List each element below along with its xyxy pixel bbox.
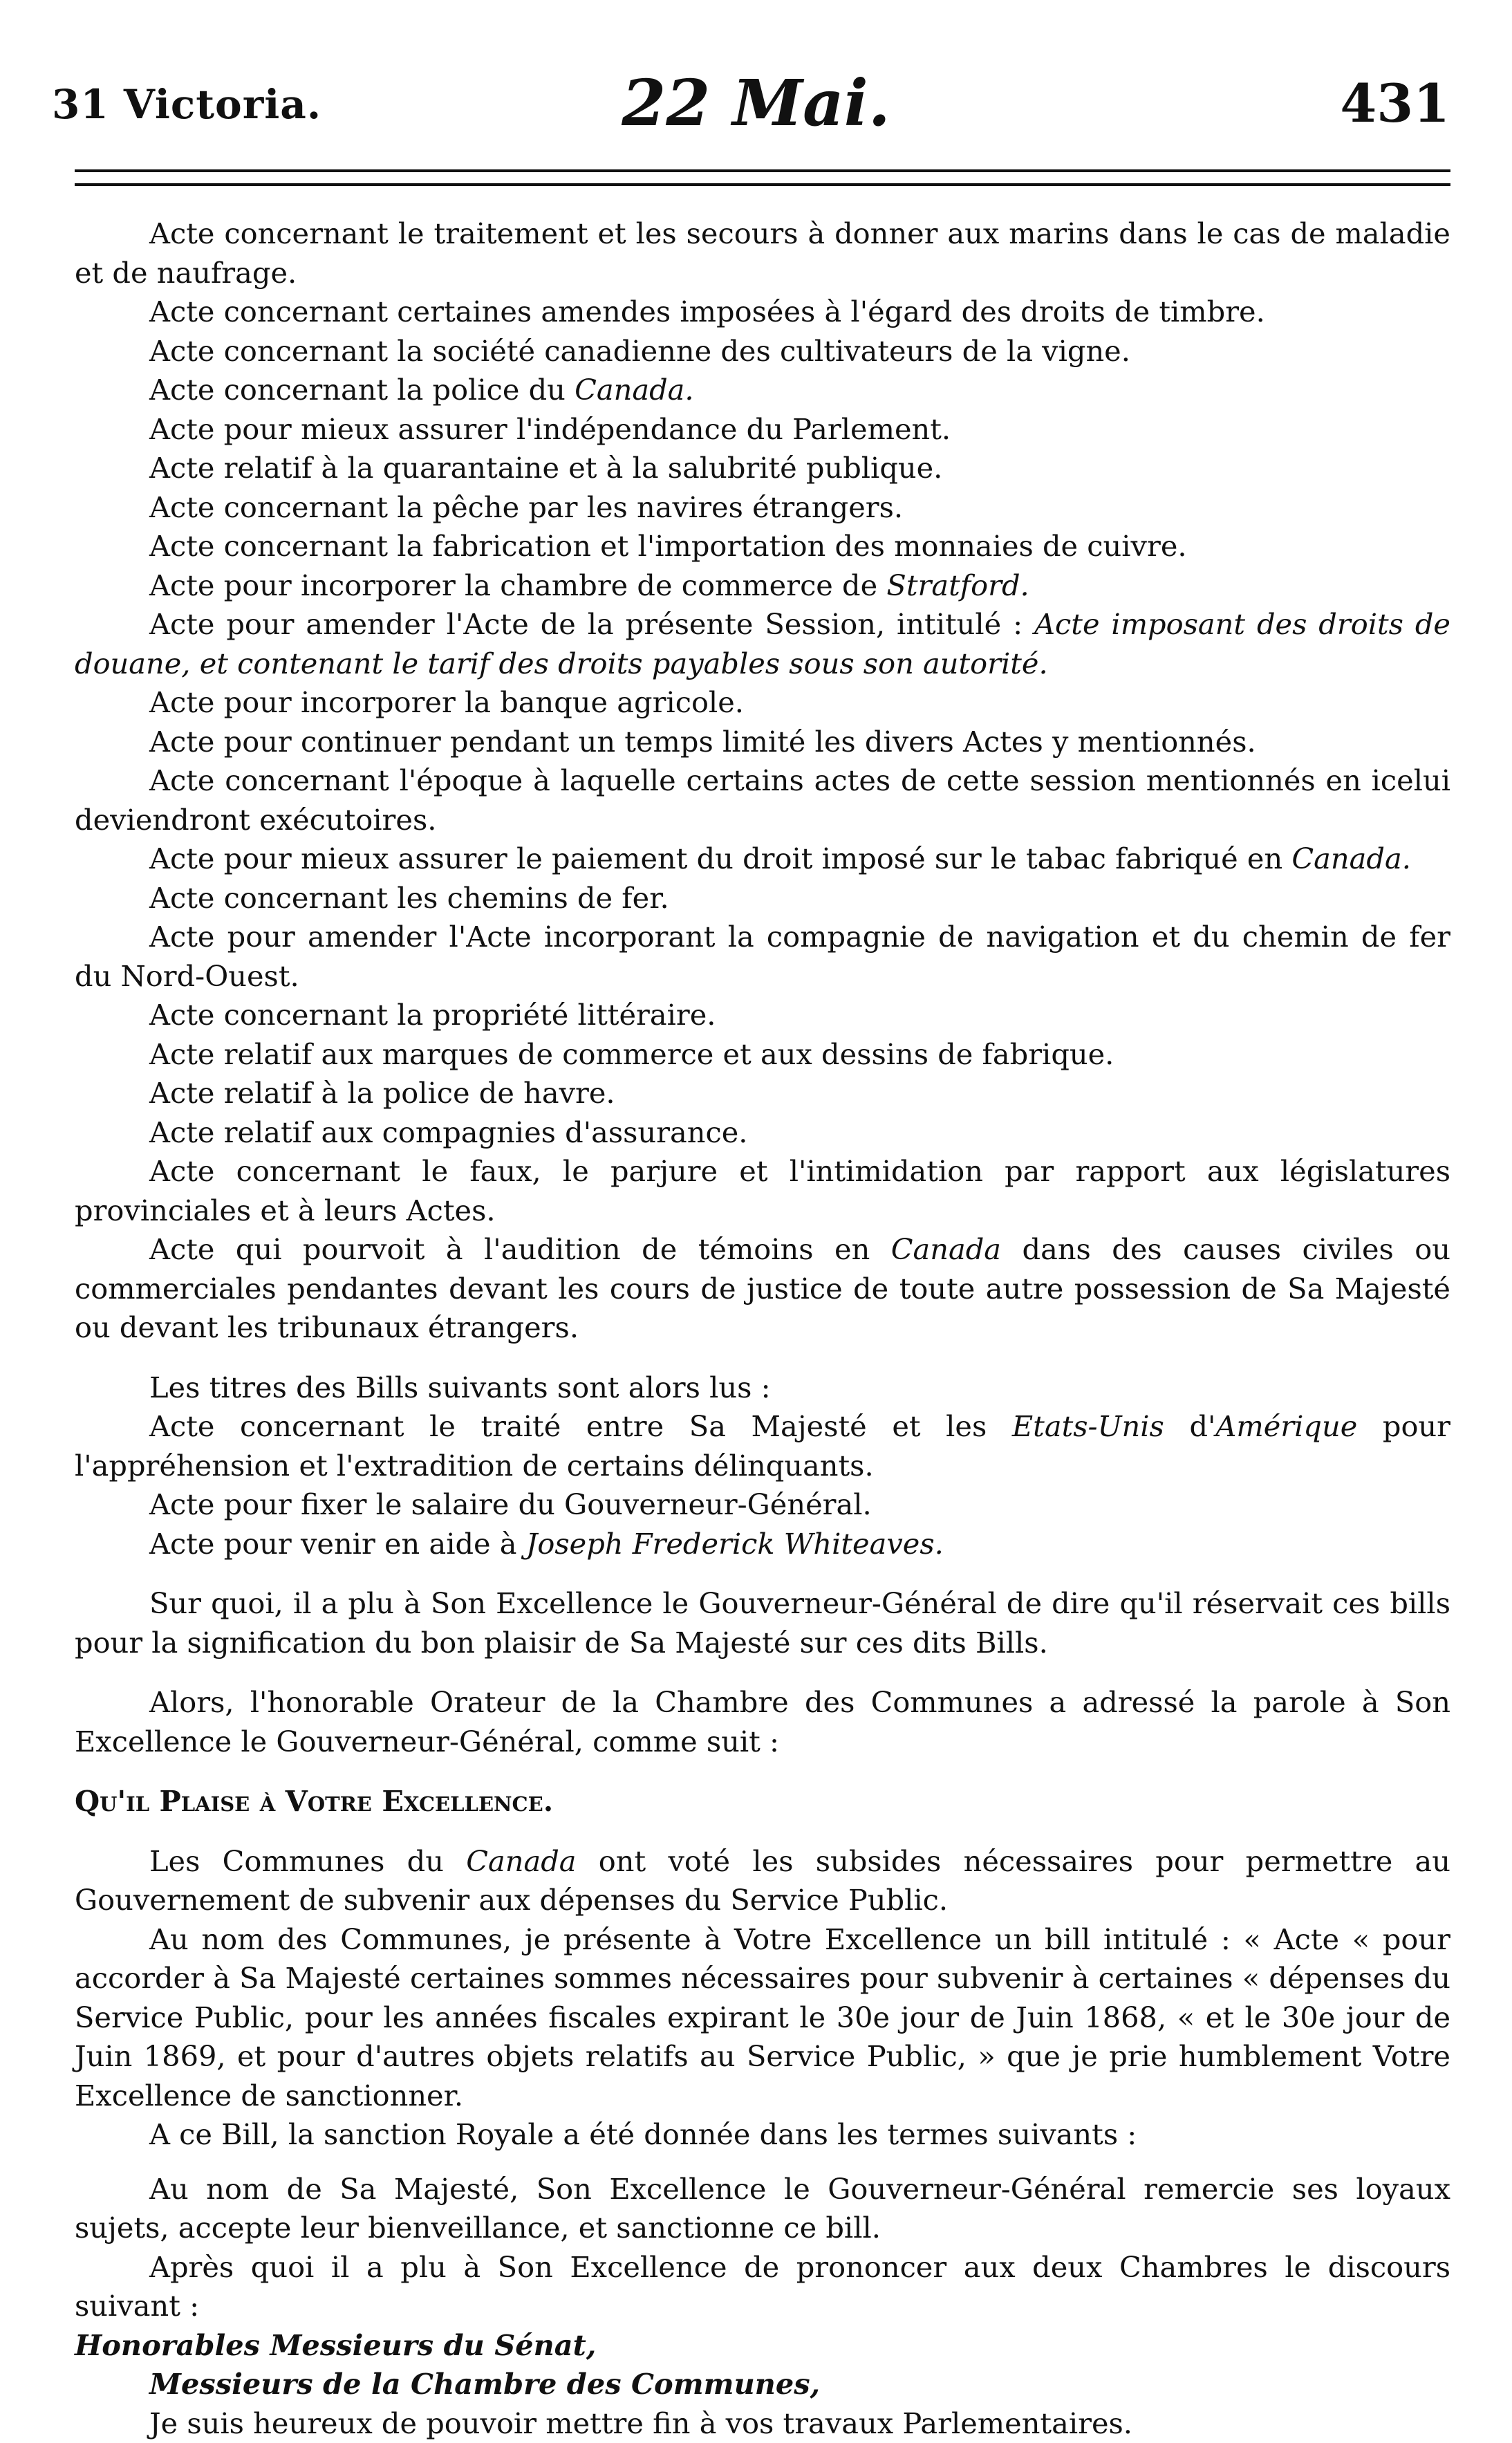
header-regnal-year: 31 Victoria. — [52, 81, 321, 128]
header-rule-top — [75, 169, 1450, 172]
act-line: Acte pour amender l'Acte de la présente Session, intitulé : Acte imposant des droits de douane, et contenant le tarif des droits payables sous son autorité. — [75, 605, 1450, 683]
header-page-number: 431 — [1340, 73, 1450, 134]
salutation-commons: Messieurs de la Chambre des Communes, — [75, 2365, 1450, 2404]
act-line: Acte relatif à la police de havre. — [75, 1074, 1450, 1113]
act-line: Acte relatif à la quarantaine et à la salubrité publique. — [75, 449, 1450, 488]
header-date: 22 Mai. — [0, 66, 1512, 140]
reserved-bill: Acte pour fixer le salaire du Gouverneur-Général. — [75, 1485, 1450, 1525]
document-body — [75, 214, 1450, 2443]
page-header — [0, 66, 1512, 142]
salutation-senate: Honorables Messieurs du Sénat, — [75, 2326, 1450, 2366]
thanks-paragraph: Au nom de Sa Majesté, Son Excellence le Gouverneur-Général remercie ses loyaux sujets, accepte leur bienveillance, et sanctionne ce bill. — [75, 2170, 1450, 2248]
act-line: Acte concernant la pêche par les navires étrangers. — [75, 488, 1450, 528]
act-line: Acte pour incorporer la chambre de commerce de Stratford. — [75, 566, 1450, 606]
speech-closing-line: Je suis heureux de pouvoir mettre fin à vos travaux Parlementaires. — [75, 2404, 1450, 2443]
act-line: Acte pour continuer pendant un temps limité les divers Actes y mentionnés. — [75, 723, 1450, 762]
reserved-bill: Acte concernant le traité entre Sa Majesté et les Etats-Unis d'Amérique pour l'appréhension et l'extradition de certains délinquants. — [75, 1407, 1450, 1485]
act-line: Acte concernant les chemins de fer. — [75, 879, 1450, 918]
act-line: Acte concernant la propriété littéraire. — [75, 996, 1450, 1035]
royal-assent-paragraph: A ce Bill, la sanction Royale a été donnée dans les termes suivants : — [75, 2115, 1450, 2155]
act-line: Acte concernant la fabrication et l'importation des monnaies de cuivre. — [75, 527, 1450, 566]
act-line: Acte pour amender l'Acte incorporant la compagnie de navigation et du chemin de fer du Nord-Ouest. — [75, 918, 1450, 996]
act-line: Acte relatif aux compagnies d'assurance. — [75, 1113, 1450, 1153]
speech-intro: Après quoi il a plu à Son Excellence de prononcer aux deux Chambres le discours suivant : — [75, 2248, 1450, 2326]
act-line: Acte qui pourvoit à l'audition de témoins en Canada dans des causes civiles ou commerciales pendantes devant les cours de justice de toute autre possession de Sa Majesté ou devant les tribunaux étrangers. — [75, 1230, 1450, 1348]
address-heading: Qu'il Plaise à Votre Excellence. — [75, 1782, 1450, 1821]
act-line: Acte pour incorporer la banque agricole. — [75, 683, 1450, 723]
speaker-address: Alors, l'honorable Orateur de la Chambre des Communes a adressé la parole à Son Excellence le Gouverneur-Général, comme suit : — [75, 1683, 1450, 1761]
act-line: Acte concernant le faux, le parjure et l'intimidation par rapport aux législatures provinciales et à leurs Actes. — [75, 1152, 1450, 1230]
reserved-bill: Acte pour venir en aide à Joseph Frederick Whiteaves. — [75, 1525, 1450, 1564]
act-line: Acte relatif aux marques de commerce et aux dessins de fabrique. — [75, 1035, 1450, 1075]
supply-paragraph: Les Communes du Canada ont voté les subsides nécessaires pour permettre au Gouvernement de subvenir aux dépenses du Service Public. — [75, 1842, 1450, 1920]
act-line: Acte concernant la police du Canada. — [75, 371, 1450, 410]
reserve-note: Sur quoi, il a plu à Son Excellence le Gouverneur-Général de dire qu'il réservait ces bills pour la signification du bon plaisir de Sa Majesté sur ces dits Bills. — [75, 1584, 1450, 1662]
reserved-bills-intro: Les titres des Bills suivants sont alors lus : — [75, 1368, 1450, 1408]
header-rule-bottom — [75, 183, 1450, 186]
act-line: Acte concernant l'époque à laquelle certains actes de cette session mentionnés en icelui deviendront exécutoires. — [75, 761, 1450, 839]
act-line: Acte concernant la société canadienne des cultivateurs de la vigne. — [75, 332, 1450, 371]
act-line: Acte pour mieux assurer l'indépendance du Parlement. — [75, 410, 1450, 449]
act-line: Acte pour mieux assurer le paiement du droit imposé sur le tabac fabriqué en Canada. — [75, 839, 1450, 879]
act-line: Acte concernant certaines amendes imposées à l'égard des droits de timbre. — [75, 292, 1450, 332]
act-line: Acte concernant le traitement et les secours à donner aux marins dans le cas de maladie et de naufrage. — [75, 214, 1450, 292]
supply-bill-paragraph: Au nom des Communes, je présente à Votre Excellence un bill intitulé : « Acte « pour accorder à Sa Majesté certaines sommes nécessaires pour subvenir à certaines « dépenses du Service Public, pour les années fiscales expirant le 30e jour de Juin 1868, « et le 30e jour de Juin 1869, et pour d'autres objets relatifs au Service Public, » que je prie humblement Votre Excellence de sanctionner. — [75, 1920, 1450, 2116]
